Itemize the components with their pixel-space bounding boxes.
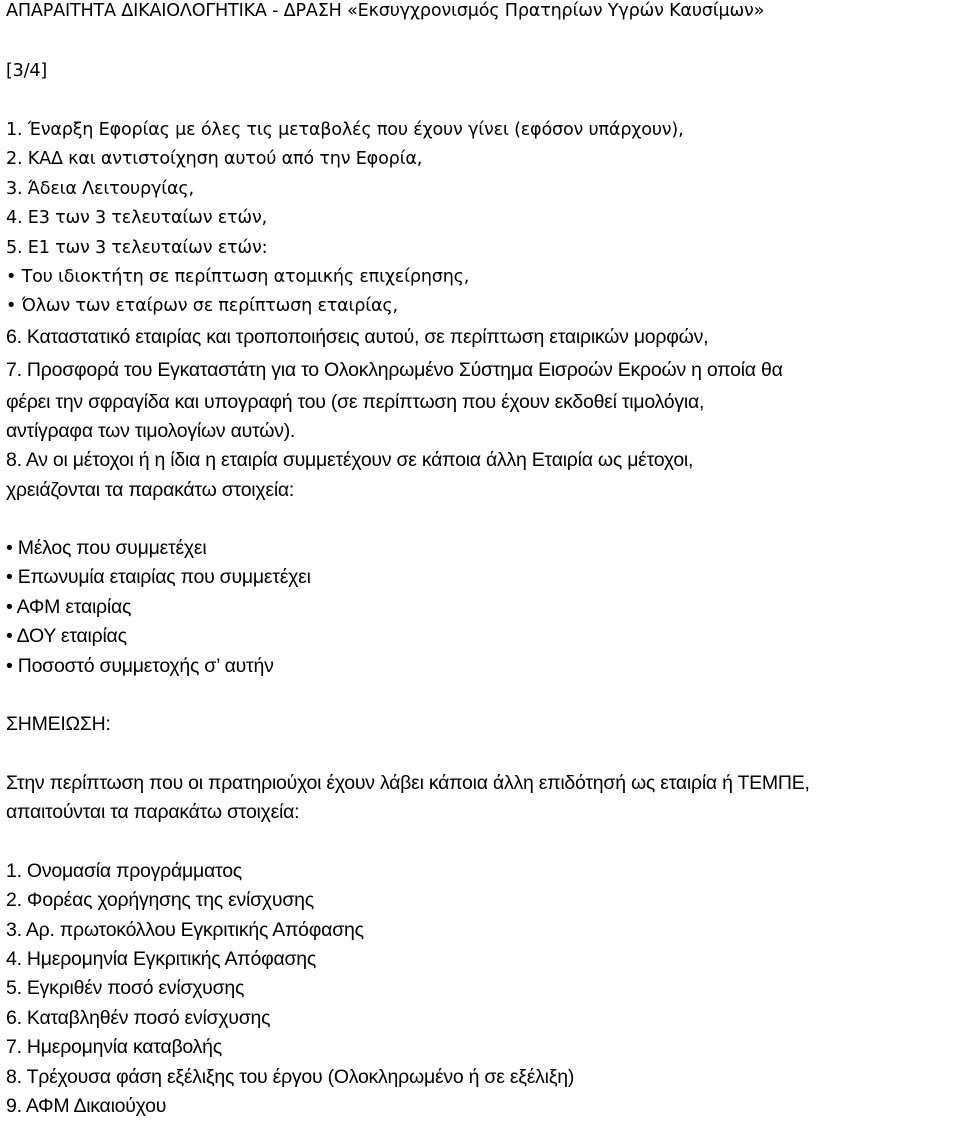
note-heading: ΣΗΜΕΙΩΣΗ: [6,713,111,735]
requirement-bullet: • Όλων των εταίρων σε περίπτωση εταιρίας, [6,296,398,316]
requirement-item: 2. ΚΑΔ και αντιστοίχηση αυτού από την Εφορία, [6,149,423,169]
subsidy-item: 7. Ημερομηνία καταβολής [6,1036,222,1058]
subsidy-item: 6. Καταβληθέν ποσό ενίσχυσης [6,1007,271,1029]
subsidy-item: 8. Τρέχουσα φάση εξέλιξης του έργου (Ολοκληρωμένο ή σε εξέλιξη) [6,1066,575,1088]
requirement-item: 8. Αν οι μέτοχοι ή η ίδια η εταιρία συμμετέχουν σε κάποια άλλη Εταιρία ως μέτοχοι, [6,449,694,471]
subsidy-item: 4. Ημερομηνία Εγκριτικής Απόφασης [6,948,317,970]
participation-item: • Επωνυμία εταιρίας που συμμετέχει [6,566,311,588]
requirement-item: 6. Καταστατικό εταιρίας και τροποποιήσεις αυτού, σε περίπτωση εταιρικών μορφών, [6,326,709,348]
subsidy-item: 5. Εγκριθέν ποσό ενίσχυσης [6,977,245,999]
requirement-item-continuation: χρειάζονται τα παρακάτω στοιχεία: [6,479,295,501]
page-counter: [3/4] [6,61,48,81]
participation-item: • ΑΦΜ εταιρίας [6,596,132,618]
participation-item: • ΔΟΥ εταιρίας [6,625,127,647]
subsidy-item: 2. Φορέας χορήγησης της ενίσχυσης [6,889,314,911]
subsidy-item: 1. Ονομασία προγράμματος [6,860,242,882]
requirement-item: 7. Προσφορά του Εγκαταστάτη για το Ολοκληρωμένο Σύστημα Εισροών Εκροών η οποία θα [6,359,783,381]
requirement-item: 4. Ε3 των 3 τελευταίων ετών, [6,208,267,228]
subsidy-item: 3. Αρ. πρωτοκόλλου Εγκριτικής Απόφασης [6,919,364,941]
requirement-item-continuation: φέρει την σφραγίδα και υπογραφή του (σε περίπτωση που έχουν εκδοθεί τιμολόγια, [6,391,705,413]
note-text: απαιτούνται τα παρακάτω στοιχεία: [6,801,300,823]
requirement-item: 5. Ε1 των 3 τελευταίων ετών: [6,238,268,258]
requirement-item: 1. Έναρξη Εφορίας με όλες τις μεταβολές που έχουν γίνει (εφόσον υπάρχουν), [6,120,684,140]
requirement-item-continuation: αντίγραφα των τιμολογίων αυτών). [6,420,296,442]
document-header-title: ΑΠΑΡΑΙΤΗΤΑ ΔΙΚΑΙΟΛΟΓΗΤΙΚΑ - ΔΡΑΣΗ «Εκσυγχρονισμός Πρατηρίων Υγρών Καυσίμων» [6,1,765,21]
participation-item: • Ποσοστό συμμετοχής σ’ αυτήν [6,655,274,677]
subsidy-item: 9. ΑΦΜ Δικαιούχου [6,1095,167,1117]
note-text: Στην περίπτωση που οι πρατηριούχοι έχουν λάβει κάποια άλλη επιδότησή ως εταιρία ή ΤΕΜΠΕ, [6,772,810,794]
participation-item: • Μέλος που συμμετέχει [6,537,207,559]
requirement-item: 3. Άδεια Λειτουργίας, [6,179,194,199]
requirement-bullet: • Του ιδιοκτήτη σε περίπτωση ατομικής επιχείρησης, [6,267,470,287]
